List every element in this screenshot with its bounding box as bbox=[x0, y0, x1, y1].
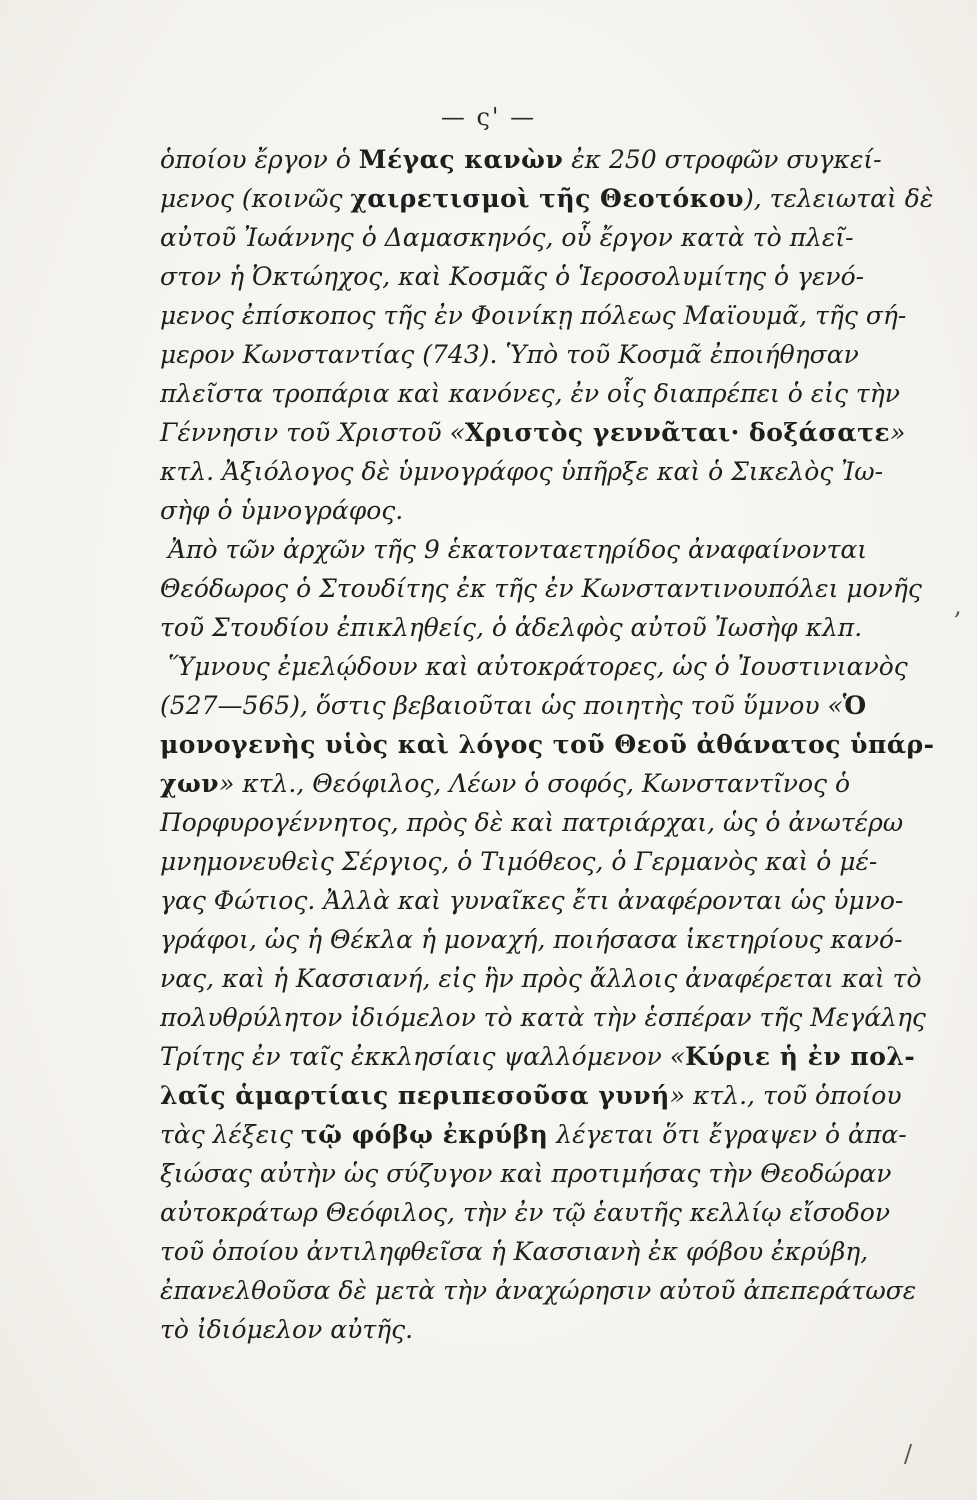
text-line bbox=[160, 647, 920, 686]
text-line bbox=[160, 1037, 920, 1076]
text-segment: ξιώσας αὐτὴν ὡς σύζυγον καὶ προτιμήσας τὴν Θεοδώραν bbox=[160, 1159, 892, 1188]
bold-text-segment: Κύριε ἡ ἐν πολ- bbox=[685, 1042, 916, 1071]
bold-text-segment: Ὁ bbox=[842, 691, 867, 720]
text-line bbox=[160, 374, 920, 413]
text-line bbox=[160, 920, 920, 959]
text-segment: γας Φώτιος. Ἀλλὰ καὶ γυναῖκες ἔτι ἀναφέρονται ὡς ὑμνο- bbox=[160, 886, 904, 915]
text-line bbox=[160, 959, 920, 998]
text-line bbox=[160, 725, 935, 764]
text-segment: πολυθρύλητον ἰδιόμελον τὸ κατὰ τὴν ἑσπέραν τῆς Μεγάλης bbox=[160, 1003, 926, 1032]
text-line bbox=[160, 764, 920, 803]
text-line bbox=[160, 1154, 920, 1193]
bold-text-segment: λαῖς ἁμαρτίαις περιπεσοῦσα γυνή bbox=[160, 1081, 670, 1110]
text-line bbox=[160, 881, 920, 920]
text-segment: αὐτοκράτωρ Θεόφιλος, τὴν ἐν τῷ ἑαυτῆς κελλίῳ εἴσοδον bbox=[160, 1198, 891, 1227]
margin-mark: , bbox=[954, 592, 962, 620]
text-line bbox=[160, 1271, 920, 1310]
text-line bbox=[160, 1232, 920, 1271]
text-line bbox=[160, 608, 920, 647]
text-line bbox=[160, 1310, 920, 1349]
text-line bbox=[160, 452, 920, 491]
text-segment: (527—565), ὅστις βεβαιοῦται ὡς ποιητὴς τοῦ ὕμνου « bbox=[160, 691, 843, 720]
text-segment: ἐκ 250 στροφῶν συγκεί- bbox=[563, 145, 882, 174]
text-segment: Τρίτης ἐν ταῖς ἐκκλησίαις ψαλλόμενον « bbox=[160, 1042, 686, 1071]
text-segment: μενος ἐπίσκοπος τῆς ἐν Φοινίκῃ πόλεως Μαϊουμᾶ, τῆς σή- bbox=[160, 301, 907, 330]
text-segment: αὐτοῦ Ἰωάννης ὁ Δαμασκηνός, οὗ ἔργον κατὰ τὸ πλεῖ- bbox=[160, 223, 854, 252]
text-segment: » κτλ., Θεόφιλος, Λέων ὁ σοφός, Κωνσταντῖνος ὁ bbox=[219, 769, 850, 798]
text-segment: μνημονευθεὶς Σέργιος, ὁ Τιμόθεος, ὁ Γερμανὸς καὶ ὁ μέ- bbox=[160, 847, 878, 876]
text-segment: τὸ ἰδιόμελον αὐτῆς. bbox=[160, 1315, 414, 1344]
text-line bbox=[160, 569, 920, 608]
text-segment: Ἀπὸ τῶν ἀρχῶν τῆς 9 ἑκατονταετηρίδος ἀναφαίνονται bbox=[168, 535, 868, 564]
text-segment: μενος (κοινῶς bbox=[160, 184, 351, 213]
bold-text-segment: Χριστὸς γεννᾶται· δοξάσατε bbox=[464, 418, 891, 447]
text-line bbox=[160, 1115, 920, 1154]
body-text bbox=[160, 140, 935, 1349]
text-line bbox=[160, 413, 920, 452]
text-segment: γράφοι, ὡς ἡ Θέκλα ἡ μοναχή, ποιήσασα ἱκετηρίους κανό- bbox=[160, 925, 903, 954]
text-segment: ), τελειωταὶ δὲ bbox=[743, 184, 934, 213]
text-segment: » bbox=[890, 418, 906, 447]
text-line bbox=[160, 257, 920, 296]
bold-text-segment: τῷ φόβῳ ἐκρύβη bbox=[300, 1120, 549, 1149]
text-line bbox=[160, 335, 920, 374]
text-segment: μερον Κωνσταντίας (743). Ὑπὸ τοῦ Κοσμᾶ ἐποιήθησαν bbox=[160, 340, 859, 369]
text-line bbox=[160, 179, 934, 218]
text-line bbox=[160, 686, 920, 725]
text-segment: λέγεται ὅτι ἔγραψεν ὁ ἀπα- bbox=[548, 1120, 907, 1149]
text-segment: ἐπανελθοῦσα δὲ μετὰ τὴν ἀναχώρησιν αὐτοῦ ἀπεπεράτωσε bbox=[160, 1276, 917, 1305]
bold-text-segment: μονογενὴς υἱὸς καὶ λόγος τοῦ Θεοῦ ἀθάνατος ὑπάρ- bbox=[160, 730, 935, 759]
text-segment: κτλ. Ἀξιόλογος δὲ ὑμνογράφος ὑπῆρξε καὶ ὁ Σικελὸς Ἰω- bbox=[160, 457, 884, 486]
text-line bbox=[160, 491, 920, 530]
text-segment: πλεῖστα τροπάρια καὶ κανόνες, ἐν οἷς διαπρέπει ὁ εἰς τὴν bbox=[160, 379, 900, 408]
text-segment: σὴφ ὁ ὑμνογράφος. bbox=[160, 496, 404, 525]
text-segment: Γέννησιν τοῦ Χριστοῦ « bbox=[160, 418, 465, 447]
text-line bbox=[160, 140, 920, 179]
text-line bbox=[160, 1076, 920, 1115]
text-segment: » κτλ., τοῦ ὁποίου bbox=[669, 1081, 902, 1110]
text-segment: τὰς λέξεις bbox=[160, 1120, 301, 1149]
margin-mark: / bbox=[904, 1440, 913, 1468]
text-segment: στον ἡ Ὀκτώηχος, καὶ Κοσμᾶς ὁ Ἱεροσολυμίτης ὁ γενό- bbox=[160, 262, 865, 291]
text-line bbox=[160, 530, 920, 569]
bold-text-segment: Μέγας κανὼν bbox=[358, 145, 564, 174]
page-number-header: — ς' — bbox=[440, 103, 537, 131]
text-line bbox=[160, 1193, 920, 1232]
text-segment: νας, καὶ ἡ Κασσιανή, εἰς ἣν πρὸς ἄλλοις ἀναφέρεται καὶ τὸ bbox=[160, 964, 922, 993]
text-segment: Ὕμνους ἐμελῴδουν καὶ αὐτοκράτορες, ὡς ὁ Ἰουστινιανὸς bbox=[168, 652, 908, 681]
text-segment: Πορφυρογέννητος, πρὸς δὲ καὶ πατριάρχαι, ὡς ὁ ἀνωτέρω bbox=[160, 808, 904, 837]
text-line bbox=[160, 296, 920, 335]
text-segment: τοῦ Στουδίου ἐπικληθείς, ὁ ἀδελφὸς αὐτοῦ Ἰωσὴφ κλπ. bbox=[160, 613, 863, 642]
text-segment: Θεόδωρος ὁ Στουδίτης ἐκ τῆς ἐν Κωνσταντινουπόλει μονῆς bbox=[160, 574, 922, 603]
text-line bbox=[160, 998, 926, 1037]
text-segment: ὁποίου ἔργον ὁ bbox=[160, 145, 359, 174]
bold-text-segment: χαιρετισμοὶ τῆς Θεοτόκου bbox=[350, 184, 744, 213]
text-line bbox=[160, 218, 920, 257]
bold-text-segment: χων bbox=[160, 769, 220, 798]
text-line bbox=[160, 803, 920, 842]
text-line bbox=[160, 842, 920, 881]
text-segment: τοῦ ὁποίου ἀντιληφθεῖσα ἡ Κασσιανὴ ἐκ φόβου ἐκρύβη, bbox=[160, 1237, 869, 1266]
